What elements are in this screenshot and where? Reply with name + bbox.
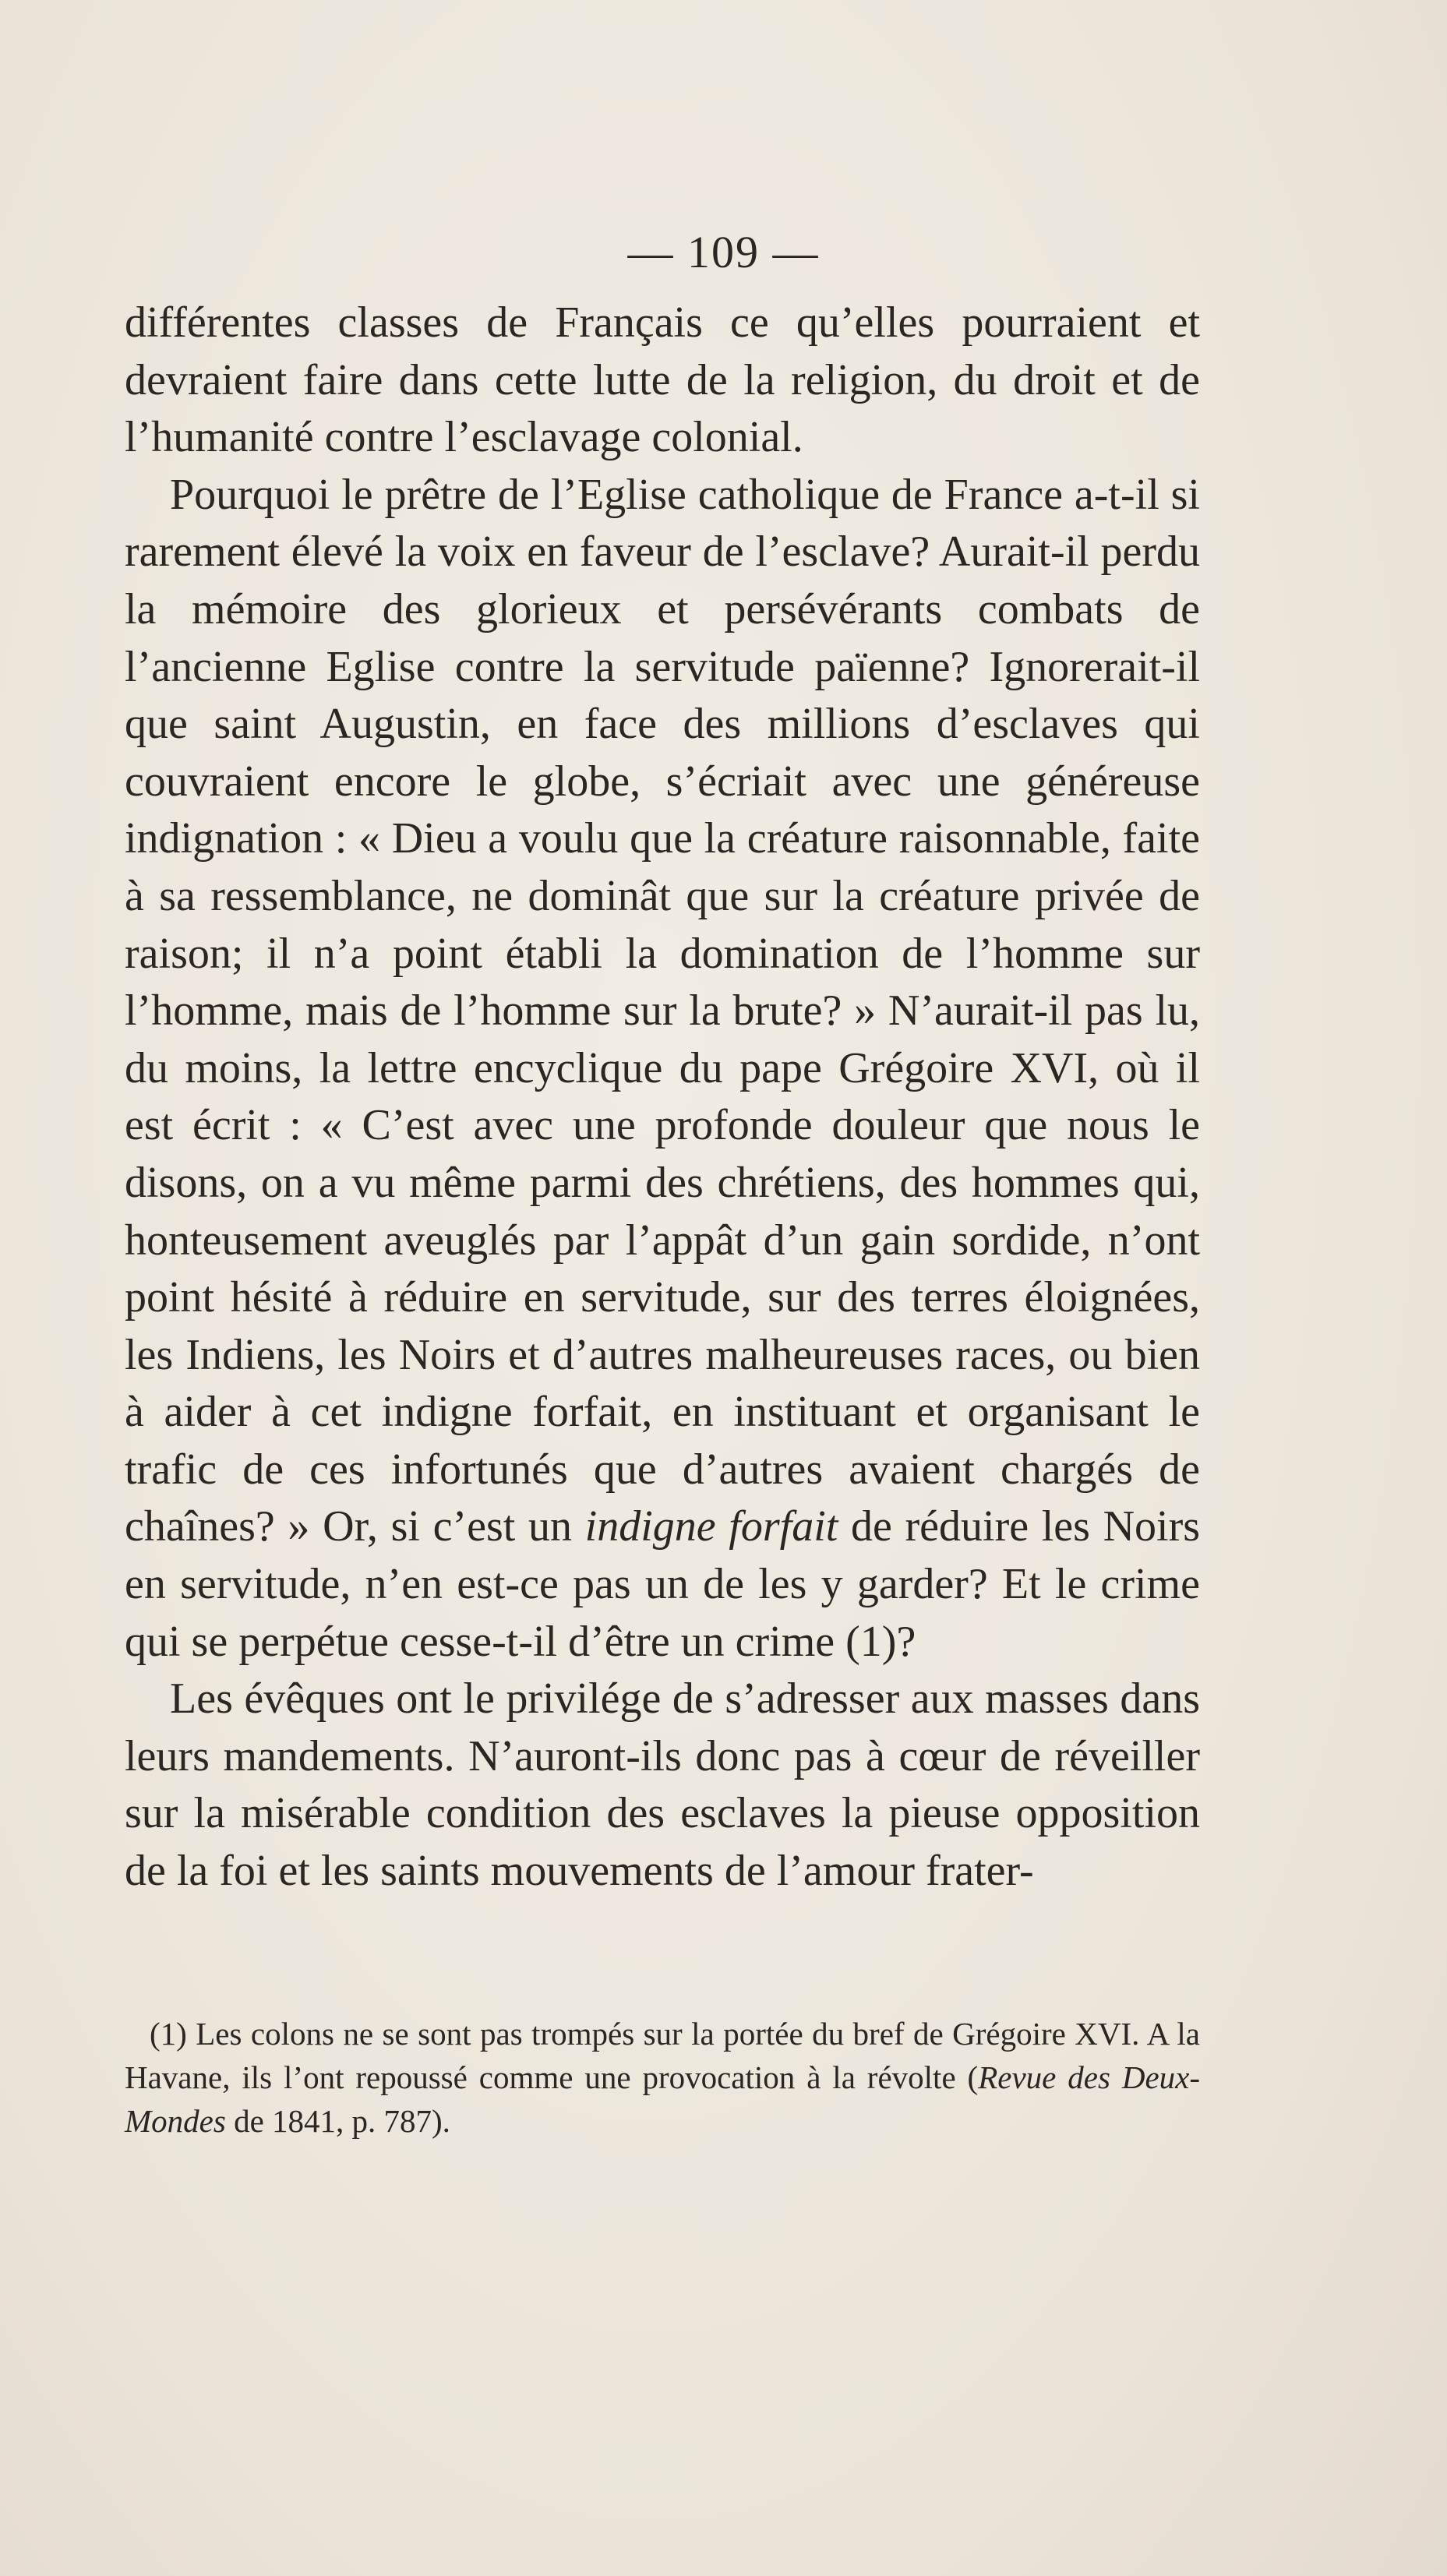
footnote bbox=[125, 2012, 1200, 2143]
paragraph-continuation: différentes classes de Français ce qu’elles pourraient et devraient faire dans cette lutte de la religion, du droit et de l’humanité contre l’esclavage colonial. bbox=[125, 298, 1200, 462]
italic-phrase: indigne forfait bbox=[584, 1502, 838, 1551]
footnote-text: (1) Les colons ne se sont pas trompés sur la portée du bref de Grégoire XVI. A la Havane, ils l’ont repoussé comme une provocation à la révolte ( bbox=[125, 2016, 1200, 2095]
footnote-italic-title: Revue des Deux-Mondes bbox=[125, 2059, 1200, 2139]
page-number: — 109 — bbox=[627, 227, 820, 277]
paragraph-bishops: Les évêques ont le privilége de s’adresser aux masses dans leurs mandements. N’auront-ils donc pas à cœur de réveiller sur la misérable condition des esclaves la pieuse opposition de la foi et les saints mouvements de l’amour frater- bbox=[125, 1674, 1200, 1896]
main-text bbox=[125, 295, 1200, 1900]
paragraph-priest-text-end: de réduire les Noirs en servitude, n’en est-ce pas un de les y garder? Et le crime qui se perpétue cesse-t-il d’être un crime (1)? bbox=[125, 1502, 1201, 1666]
paragraph-priest bbox=[125, 467, 1200, 1671]
paragraph-priest-text: Pourquoi le prêtre de l’Eglise catholique de France a-t-il si rarement élevé la voix en faveur de l’esclave? Aurait-il perdu la mémoire des glorieux et persévérants combats de l’ancienne Eglise contre la servitude païenne? Ignorerait-il que saint Augustin, en face des millions d’esclaves qui couvraient encore le globe, s’écriait avec une généreuse indignation : « Dieu a voulu que la créature raisonnable, faite à sa ressemblance, ne dominât que sur la créature privée de raison; il n’a point établi la domination de l’homme sur l’homme, mais de l’homme sur la brute? » N’aurait-il pas lu, du moins, la lettre encyclique du pape Grégoire XVI, où il est écrit : « C’est avec une profonde douleur que nous le disons, on a vu même parmi des chrétiens, des hommes qui, honteusement aveuglés par l’appât d’un gain sordide, n’ont point hésité à réduire en servitude, sur des terres éloignées, les Indiens, les Noirs et d’autres malheureuses races, ou bien à aider à cet indigne forfait, en instituant et organisant le trafic de ces infortunés que d’autres avaient chargés de chaînes? » Or, si c’est un bbox=[125, 470, 1200, 1551]
footnote-text-end: de 1841, p. 787). bbox=[234, 2103, 450, 2139]
